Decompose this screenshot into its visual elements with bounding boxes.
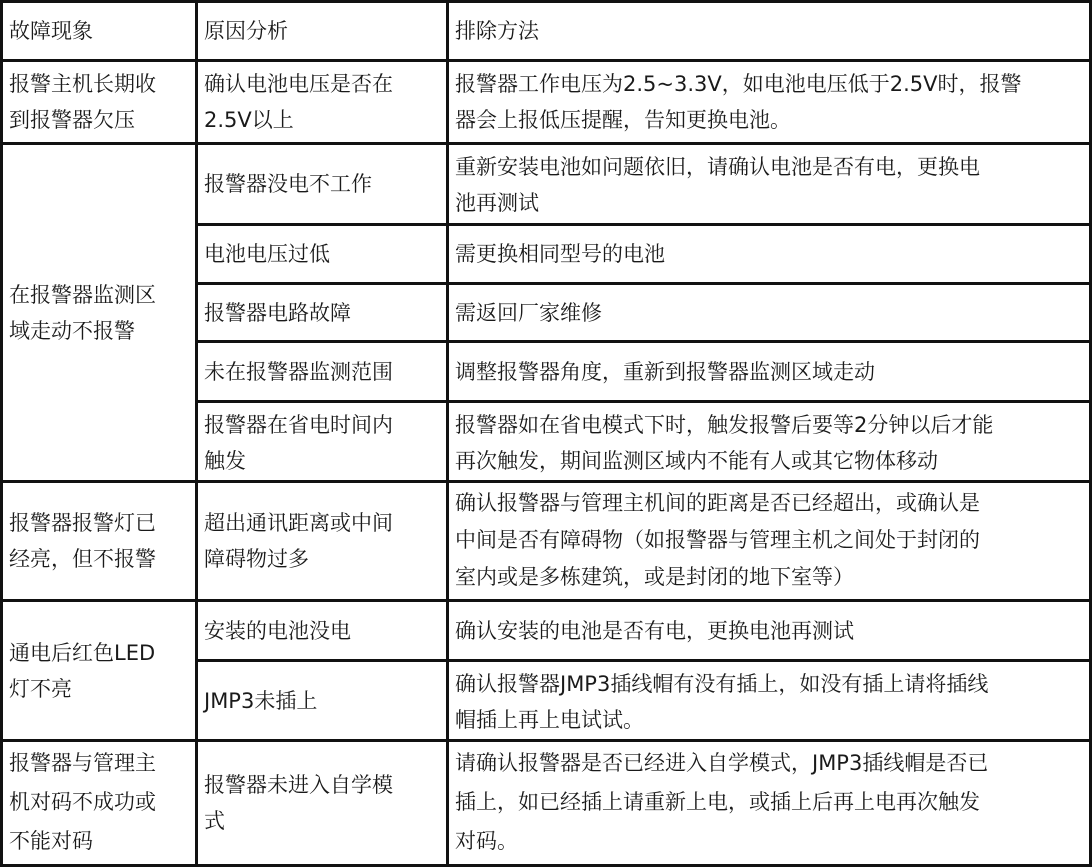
symptom-cell	[0, 59, 198, 145]
cause-cell	[195, 282, 449, 343]
solution-line: 调整报警器角度，重新到报警器监测区域走动	[455, 359, 875, 384]
symptom-line: 经亮，但不报警	[9, 547, 156, 571]
solution-cell	[446, 223, 1092, 285]
solution-line: 室内或是多栋建筑，或是封闭的地下室等）	[455, 565, 854, 589]
cause-cell	[195, 599, 449, 662]
cause-line: 触发	[204, 449, 246, 473]
solution-line: 请确认报警器是否已经进入自学模式，JMP3插线帽是否已	[455, 751, 989, 775]
solution-line: 重新安装电池如问题依旧，请确认电池是否有电，更换电	[455, 155, 980, 179]
cause-cell	[195, 739, 449, 867]
cause-line: 确认电池电压是否在	[204, 72, 393, 96]
solution-cell	[446, 400, 1092, 483]
cause-line: 报警器没电不工作	[204, 172, 372, 196]
cause-cell	[195, 480, 449, 602]
solution-cell	[446, 739, 1092, 867]
solution-line: 插上，如已经插上请重新上电，或插上后再上电再次触发	[455, 790, 980, 814]
header-label: 原因分析	[204, 19, 288, 43]
solution-cell	[446, 480, 1092, 602]
solution-line: 对码。	[455, 829, 518, 853]
solution-line: 帽插上再上电试试。	[455, 708, 644, 732]
solution-line: 再次触发，期间监测区域内不能有人或其它物体移动	[455, 449, 938, 473]
solution-cell	[446, 59, 1092, 145]
symptom-line: 报警器与管理主	[9, 751, 156, 775]
cause-cell	[195, 400, 449, 483]
cause-line: 报警器在省电时间内	[204, 413, 393, 437]
header-symptom	[0, 0, 198, 62]
cause-line: 报警器未进入自学模	[204, 773, 393, 797]
symptom-line: 机对码不成功或	[9, 790, 156, 814]
solution-line: 报警器工作电压为2.5~3.3V，如电池电压低于2.5V时，报警	[455, 72, 1022, 96]
solution-cell	[446, 340, 1092, 403]
symptom-line: 不能对码	[9, 829, 93, 853]
solution-line: 池再测试	[455, 191, 539, 215]
cause-cell	[195, 59, 449, 145]
solution-line: 确认报警器与管理主机间的距离是否已经超出，或确认是	[455, 491, 980, 515]
symptom-cell	[0, 599, 198, 742]
cause-line: 报警器电路故障	[204, 300, 351, 325]
symptom-line: 域走动不报警	[9, 318, 135, 343]
solution-cell	[446, 282, 1092, 343]
header-label: 故障现象	[9, 19, 93, 43]
header-cause	[195, 0, 449, 62]
cause-line: 安装的电池没电	[204, 618, 351, 643]
solution-cell	[446, 142, 1092, 226]
solution-line: 报警器如在省电模式下时，触发报警后要等2分钟以后才能	[455, 413, 994, 437]
symptom-cell	[0, 142, 198, 483]
solution-line: 器会上报低压提醒，告知更换电池。	[455, 108, 791, 132]
solution-line: 需返回厂家维修	[455, 300, 602, 325]
cause-line: 超出通讯距离或中间	[204, 511, 393, 535]
cause-line: 2.5V以上	[204, 108, 294, 132]
cause-cell	[195, 223, 449, 285]
symptom-line: 通电后红色LED	[9, 640, 156, 665]
symptom-line: 报警器报警灯已	[9, 511, 156, 535]
solution-cell	[446, 659, 1092, 742]
cause-cell	[195, 142, 449, 226]
header-label: 排除方法	[455, 19, 539, 43]
cause-line: JMP3未插上	[204, 688, 318, 713]
cause-cell	[195, 340, 449, 403]
cause-line: 障碍物过多	[204, 547, 309, 571]
symptom-cell	[0, 480, 198, 602]
solution-line: 确认安装的电池是否有电，更换电池再测试	[455, 618, 854, 643]
solution-line: 中间是否有障碍物（如报警器与管理主机之间处于封闭的	[455, 528, 980, 552]
solution-line: 确认报警器JMP3插线帽有没有插上，如没有插上请将插线	[455, 672, 989, 696]
cause-line: 式	[204, 809, 225, 833]
solution-line: 需更换相同型号的电池	[455, 242, 665, 266]
symptom-line: 灯不亮	[9, 676, 72, 701]
cause-cell	[195, 659, 449, 742]
header-solution	[446, 0, 1092, 62]
solution-cell	[446, 599, 1092, 662]
symptom-cell	[0, 739, 198, 867]
cause-line: 电池电压过低	[204, 242, 330, 266]
cause-line: 未在报警器监测范围	[204, 359, 393, 384]
symptom-line: 报警主机长期收	[9, 72, 156, 96]
symptom-line: 到报警器欠压	[9, 108, 135, 132]
symptom-line: 在报警器监测区	[9, 282, 156, 307]
